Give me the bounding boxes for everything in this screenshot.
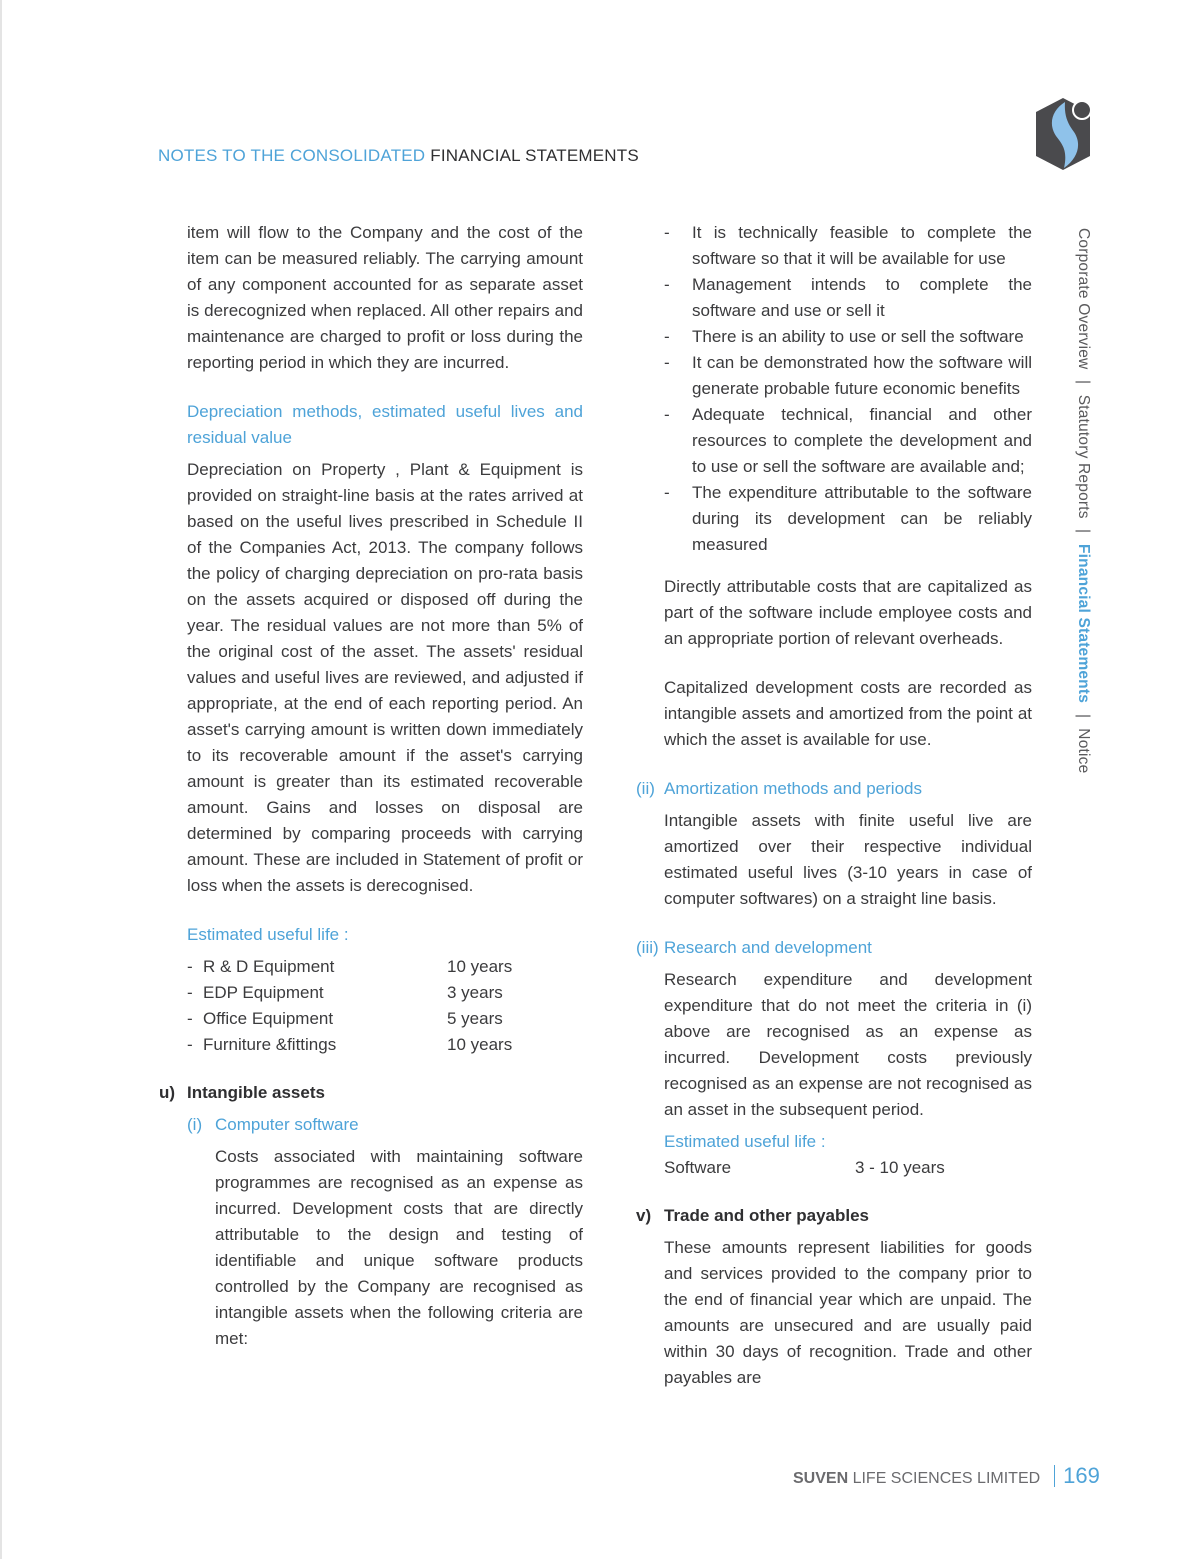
subsection-ii-heading (636, 776, 1032, 802)
page-header (158, 146, 639, 166)
section-number: u) (159, 1083, 176, 1102)
criteria-item: - It is technically feasible to complete the software so that it will be available for use (664, 223, 1032, 268)
subsection-title: Amortization methods and periods (664, 779, 922, 798)
footer-company-bold: SUVEN (793, 1470, 849, 1487)
software-life-row (664, 1155, 1032, 1181)
criteria-item: - There is an ability to use or sell the software (664, 327, 1024, 346)
subsection-i-heading (187, 1112, 583, 1138)
useful-life-row: - R & D Equipment 10 years (187, 954, 583, 980)
section-title: Intangible assets (187, 1083, 325, 1102)
depreciation-heading: Depreciation methods, estimated useful lives and residual value (187, 402, 583, 447)
useful-life-heading: Estimated useful life : (187, 925, 349, 944)
amortization-body: Intangible assets with finite useful live are amortized over their respective individual estimated useful lives (3-10 years in case of computer softwares) on a straight line basis. (664, 811, 1032, 908)
section-v-heading (636, 1203, 1032, 1229)
section-u-heading (159, 1080, 583, 1106)
page-number: 169 (1063, 1463, 1100, 1488)
header-accent: NOTES TO THE CONSOLIDATED (158, 146, 426, 165)
asset-name: EDP Equipment (203, 983, 324, 1002)
criteria-item: - Adequate technical, financial and other resources to complete the development and to use or sell the software are available and; (664, 405, 1032, 476)
asset-name: Office Equipment (203, 1009, 334, 1028)
capitalized-costs: Capitalized development costs are recorded as intangible assets and amortized from the point at which the asset is available for use. (664, 678, 1032, 749)
nav-separator: | (1075, 529, 1092, 534)
page-footer (793, 1463, 1100, 1489)
useful-life-row: - Furniture &fittings 10 years (187, 1032, 583, 1058)
software-name: Software (664, 1158, 732, 1177)
asset-life: 10 years (447, 957, 513, 976)
useful-life-list (187, 954, 583, 1058)
trade-payables-body: These amounts represent liabilities for goods and services provided to the company prior to the end of financial year which are unpaid. The amounts are unsecured and are usually paid within 30 days of recognition. Trade and other payables are (664, 1238, 1032, 1387)
page-edge (0, 0, 2, 1559)
software-life: 3 - 10 years (855, 1158, 945, 1177)
software-life-heading: Estimated useful life : (664, 1132, 826, 1151)
depreciation-body: Depreciation on Property , Plant & Equipment is provided on straight-line basis at the rates arrived at based on the useful lives prescribed in Schedule II of the Companies Act, 2013. The company follows the policy of charging depreciation on pro-rata basis on the assets acquired or disposed off during the year. The residual values are not more than 5% of the original cost of the asset. The assets' residual values and useful lives are reviewed, and adjusted if appropriate, at the end of each reporting period. An asset's carrying amount is written down immediately to its recoverable amount if the asset's carrying amount is greater than its estimated recoverable amount. Gains and losses on disposal are determined by comparing proceeds with carrying amount. These are included in Statement of profit or loss when the assets is derecognised. (187, 460, 583, 895)
asset-name: Furniture &fittings (203, 1035, 337, 1054)
criteria-list (664, 220, 1032, 558)
nav-financial-statements[interactable]: Financial Statements (1075, 543, 1092, 704)
footer-divider (1054, 1465, 1055, 1487)
header-dark: FINANCIAL STATEMENTS (430, 146, 639, 165)
criteria-item: - It can be demonstrated how the software will generate probable future economic benefits (664, 353, 1032, 398)
useful-life-row: - EDP Equipment 3 years (187, 980, 583, 1006)
intro-paragraph: item will flow to the Company and the cost of the item can be measured reliably. The carrying amount of any component accounted for as separate asset is derecognized when replaced. All other repairs and maintenance are charged to profit or loss during the reporting period in which they are incurred. (187, 223, 583, 372)
useful-life-row: - Office Equipment 5 years (187, 1006, 583, 1032)
subsection-number: (ii) (636, 779, 655, 798)
left-column (159, 220, 583, 1352)
nav-separator: | (1075, 713, 1092, 718)
section-number: v) (636, 1206, 652, 1225)
nav-statutory-reports[interactable]: Statutory Reports (1075, 394, 1092, 519)
side-nav (1074, 228, 1092, 773)
research-body: Research expenditure and development expenditure that do not meet the criteria in (i) above are recognised as an expense as incurred. Development costs previously recognised as an expense are not recognised as an asset in the subsequent period. (664, 970, 1032, 1119)
asset-name: R & D Equipment (203, 957, 335, 976)
subsection-number: (iii) (636, 938, 659, 957)
subsection-number: (i) (187, 1115, 203, 1134)
subsection-title: Research and development (664, 938, 872, 957)
suven-logo-icon (1034, 96, 1092, 172)
nav-separator: | (1075, 379, 1092, 385)
directly-attributable-costs: Directly attributable costs that are capitalized as part of the software include employee costs and an appropriate portion of relevant overheads. (664, 577, 1032, 648)
footer-company-rest: LIFE SCIENCES LIMITED (848, 1470, 1041, 1487)
nav-notice[interactable]: Notice (1075, 728, 1092, 774)
asset-life: 3 years (447, 983, 503, 1002)
asset-life: 5 years (447, 1009, 503, 1028)
criteria-item: - Management intends to complete the software and use or sell it (664, 275, 1032, 320)
criteria-item: - The expenditure attributable to the software during its development can be reliably measured (664, 483, 1032, 554)
nav-corporate-overview[interactable]: Corporate Overview (1075, 228, 1092, 370)
computer-software-body: Costs associated with maintaining software programmes are recognised as an expense as incurred. Development costs that are directly attributable to the design and testing of identifiable and unique software products controlled by the Company are recognised as intangible assets when the following criteria are met: (215, 1147, 583, 1348)
section-title: Trade and other payables (664, 1206, 870, 1225)
subsection-iii-heading (636, 935, 1032, 961)
right-column (636, 220, 1032, 1391)
subsection-title: Computer software (215, 1115, 359, 1134)
asset-life: 10 years (447, 1035, 513, 1054)
